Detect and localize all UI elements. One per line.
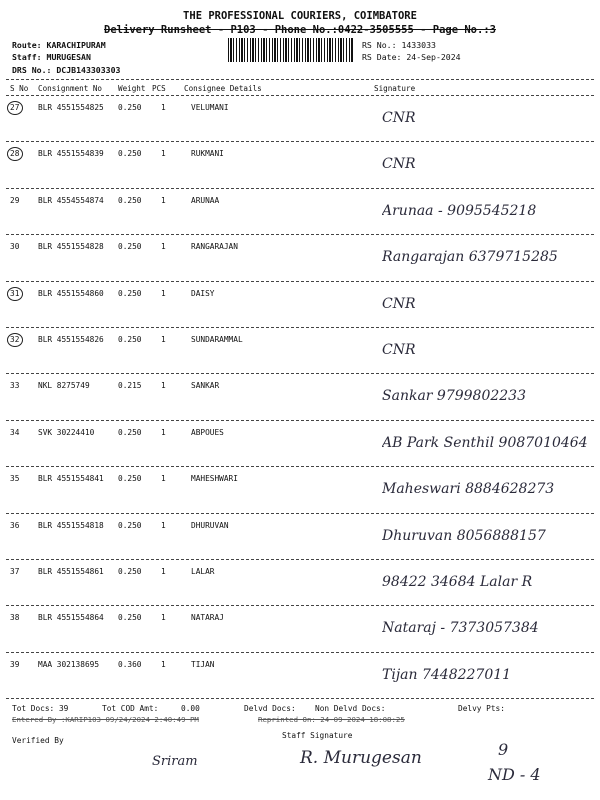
row-consignment-no: BLR 4554554874 [38, 195, 104, 205]
rs-date-line [362, 52, 461, 62]
tot-docs-value: 39 [58, 704, 69, 713]
row-divider [6, 234, 594, 235]
rs-no-line [362, 40, 436, 50]
row-consignee: VELUMANI [191, 103, 229, 112]
row-weight: 0.250 [118, 103, 142, 112]
rs-date-value: 24-Sep-2024 [406, 52, 461, 62]
row-consignee: RUKMANI [191, 149, 224, 159]
row-consignment-no: BLR 4551554861 [38, 567, 104, 576]
row-signature: Arunaa - 9095545218 [382, 202, 537, 219]
row-sno: 36 [10, 520, 20, 530]
row-sno: 32 [10, 335, 20, 344]
row-sno: 39 [10, 659, 20, 669]
row-pcs: 1 [161, 427, 166, 437]
col-header-sno: S No [10, 84, 29, 93]
entered-by: Entered By :KARIP103 09/24/2024 2:40:49 PM [12, 715, 199, 724]
row-consignment-no: BLR 4551554828 [38, 242, 104, 252]
cod-value: 0.00 [181, 704, 200, 713]
staff-value: MURUGESAN [46, 52, 91, 62]
row-circle-mark [7, 101, 23, 115]
row-signature: CNR [382, 342, 416, 358]
row-consignment-no: SVK 30224410 [38, 427, 95, 437]
drs-value: DCJB143303303 [56, 65, 121, 75]
row-signature: Rangarajan 6379715285 [382, 249, 558, 266]
row-pcs: 1 [161, 659, 166, 669]
runsheet-subtitle: Delivery Runsheet - P103 - Phone No.:0422-3505555 - Page No.:3 [104, 24, 496, 36]
barcode-image [228, 38, 354, 62]
row-pcs: 1 [161, 567, 166, 576]
row-pcs: 1 [161, 474, 166, 484]
drs-line [12, 65, 120, 75]
row-consignee: ABPOUES [191, 427, 224, 437]
row-pcs: 1 [161, 288, 166, 298]
row-consignee: RANGARAJAN [191, 242, 238, 252]
handwritten-note-count: 9 [498, 740, 509, 759]
row-divider [6, 327, 594, 328]
row-sno: 30 [10, 242, 20, 252]
row-weight: 0.250 [118, 195, 142, 205]
row-consignee: DAISY [191, 288, 215, 298]
rs-date-label: RS Date: [362, 52, 402, 62]
rs-no-label: RS No.: [362, 40, 397, 50]
row-sno: 38 [10, 613, 20, 623]
row-weight: 0.250 [118, 474, 142, 484]
col-header-weight: Weight [118, 84, 146, 93]
route-label: Route: [12, 40, 42, 50]
row-consignment-no: BLR 4551554825 [38, 103, 104, 112]
row-consignee: ARUNAA [191, 195, 220, 205]
row-divider [6, 373, 594, 374]
row-signature: Sankar 9799802233 [382, 388, 526, 405]
verifier-signature: Sriram [152, 754, 198, 769]
row-weight: 0.250 [118, 242, 142, 252]
row-consignee: DHURUVAN [191, 520, 229, 530]
row-weight: 0.250 [118, 520, 142, 530]
tot-docs-label: Tot Docs: [12, 704, 55, 713]
row-weight: 0.250 [118, 149, 142, 159]
row-consignee: MAHESHWARI [191, 474, 238, 484]
row-divider [6, 188, 594, 189]
col-header-signature: Signature [374, 84, 416, 93]
row-pcs: 1 [161, 613, 166, 623]
row-divider [6, 559, 594, 560]
route-value: KARACHIPURAM [46, 40, 106, 50]
row-consignee: SUNDARAMMAL [191, 335, 243, 344]
row-weight: 0.250 [118, 288, 142, 298]
row-consignee: SANKAR [191, 381, 220, 391]
handwritten-note-nd: ND - 4 [488, 765, 541, 784]
row-divider [6, 281, 594, 282]
row-consignment-no: BLR 4551554826 [38, 335, 104, 344]
row-pcs: 1 [161, 335, 166, 344]
row-signature: 98422 34684 Lalar R [382, 574, 533, 590]
row-pcs: 1 [161, 381, 166, 391]
row-signature: AB Park Senthil 9087010464 [382, 434, 588, 451]
row-signature: CNR [382, 295, 416, 312]
row-consignee: TIJAN [191, 659, 215, 669]
col-header-pcs: PCS [152, 84, 166, 93]
row-signature: CNR [382, 110, 416, 126]
row-weight: 0.250 [118, 613, 142, 623]
row-sno: 27 [10, 103, 20, 112]
row-sno: 33 [10, 381, 20, 391]
row-pcs: 1 [161, 242, 166, 252]
row-weight: 0.360 [118, 659, 142, 669]
rs-no-value: 1433033 [401, 40, 436, 50]
header-divider-bottom [6, 95, 594, 96]
staff-label: Staff: [12, 52, 42, 62]
row-circle-mark [7, 147, 23, 161]
row-consignment-no: BLR 4551554864 [38, 613, 104, 623]
row-signature: Maheswari 8884628273 [382, 481, 555, 498]
row-signature: Tijan 7448227011 [382, 666, 512, 683]
header-divider-top [6, 79, 594, 80]
row-pcs: 1 [161, 520, 166, 530]
row-consignment-no: BLR 4551554860 [38, 288, 104, 298]
delvd-docs-label: Delvd Docs: [244, 704, 296, 713]
row-consignment-no: NKL 8275749 [38, 381, 90, 391]
table-end-divider [6, 698, 594, 699]
row-consignee: LALAR [191, 567, 215, 576]
row-circle-mark [7, 333, 23, 347]
row-sno: 29 [10, 195, 20, 205]
drs-label: DRS No.: [12, 65, 52, 75]
row-weight: 0.250 [118, 427, 142, 437]
route-line [12, 40, 106, 50]
row-weight: 0.215 [118, 381, 142, 391]
cod-label: Tot COD Amt: [102, 704, 159, 713]
col-header-consignee: Consignee Details [184, 84, 262, 93]
row-signature: CNR [382, 156, 416, 173]
row-pcs: 1 [161, 195, 166, 205]
row-divider [6, 652, 594, 653]
staff-signature: R. Murugesan [300, 748, 422, 768]
row-consignment-no: BLR 4551554839 [38, 149, 104, 159]
row-consignment-no: BLR 4551554841 [38, 474, 104, 484]
row-sno: 31 [10, 288, 20, 298]
row-divider [6, 605, 594, 606]
delvy-pts-label: Delvy Pts: [458, 704, 505, 713]
reprinted-on: Reprinted On: 24-09-2024 18:08:25 [258, 715, 405, 724]
row-consignee: NATARAJ [191, 613, 224, 623]
row-divider [6, 420, 594, 421]
row-consignment-no: MAA 302138695 [38, 659, 100, 669]
row-signature: Nataraj - 7373057384 [382, 620, 539, 637]
row-weight: 0.250 [118, 567, 142, 576]
staff-signature-label: Staff Signature [282, 731, 353, 740]
non-delvd-docs-label: Non Delvd Docs: [315, 704, 386, 713]
col-header-consignment: Consignment No [38, 84, 103, 93]
staff-line [12, 52, 91, 62]
row-sno: 37 [10, 567, 20, 576]
row-pcs: 1 [161, 103, 166, 112]
row-divider [6, 513, 594, 514]
row-divider [6, 466, 594, 467]
row-divider [6, 141, 594, 142]
row-signature: Dhuruvan 8056888157 [382, 527, 546, 544]
row-sno: 35 [10, 474, 20, 484]
row-circle-mark [7, 287, 23, 301]
row-weight: 0.250 [118, 335, 142, 344]
verified-by-label: Verified By [12, 736, 64, 745]
row-pcs: 1 [161, 149, 166, 159]
tot-cod [102, 704, 200, 713]
company-title: THE PROFESSIONAL COURIERS, COIMBATORE [183, 10, 417, 22]
tot-docs [12, 704, 68, 713]
row-sno: 28 [10, 149, 20, 159]
row-consignment-no: BLR 4551554818 [38, 520, 104, 530]
row-sno: 34 [10, 427, 20, 437]
